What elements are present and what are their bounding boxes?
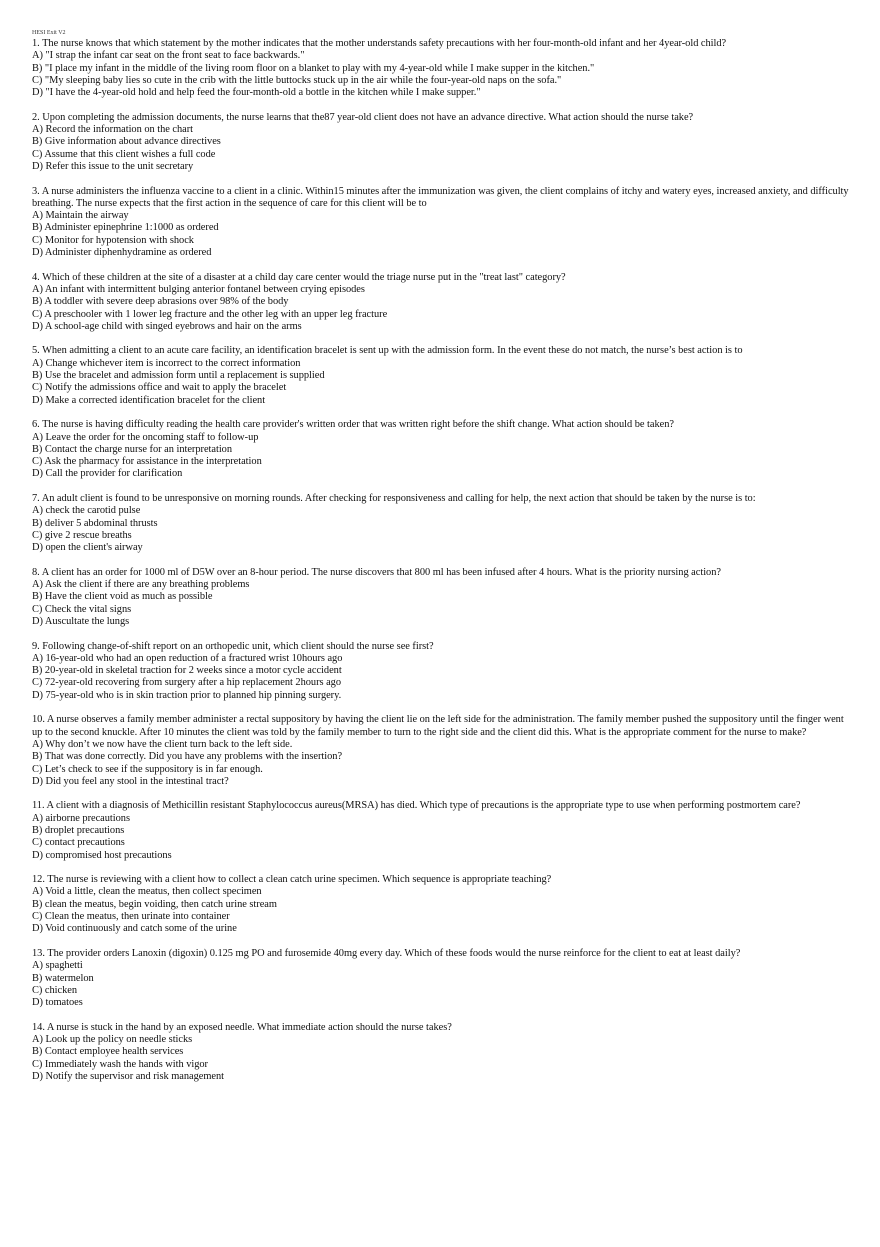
question-text: 14. A nurse is stuck in the hand by an exposed needle. What immediate action should the nurse takes? — [32, 1021, 452, 1033]
answer-option-d: D) A school-age child with singed eyebrows and hair on the arms — [32, 320, 302, 332]
answer-option-b: B) watermelon — [32, 972, 94, 984]
answer-option-b: B) A toddler with severe deep abrasions over 98% of the body — [32, 296, 289, 308]
document-page — [32, 30, 852, 1083]
question-8 — [32, 567, 852, 628]
answer-option-c: C) contact precautions — [32, 837, 125, 849]
answer-option-b: B) Contact employee health services — [32, 1046, 184, 1058]
answer-option-b: B) Contact the charge nurse for an interpretation — [32, 443, 233, 455]
answer-option-a: A) check the carotid pulse — [32, 505, 141, 517]
answer-option-d: D) Did you feel any stool in the intestinal tract? — [32, 775, 229, 787]
question-11 — [32, 800, 852, 861]
question-text: 11. A client with a diagnosis of Methicillin resistant Staphylococcus aureus(MRSA) has died. Which type of precautions is the appropriate type to use when performing postmortem care? — [32, 800, 801, 812]
answer-option-a: A) 16-year-old who had an open reduction of a fractured wrist 10hours ago — [32, 652, 343, 664]
answer-option-d: D) Void continuously and catch some of the urine — [32, 923, 237, 935]
answer-option-b: B) "I place my infant in the middle of the living room floor on a blanket to play with my 4-year-old while I make supper in the kitchen." — [32, 62, 595, 74]
answer-option-a: A) spaghetti — [32, 960, 83, 972]
answer-option-b: B) That was done correctly. Did you have any problems with the insertion? — [32, 751, 343, 763]
answer-option-b: B) clean the meatus, begin voiding, then catch urine stream — [32, 898, 277, 910]
answer-option-b: B) deliver 5 abdominal thrusts — [32, 517, 158, 529]
answer-option-c: C) Check the vital signs — [32, 603, 132, 615]
answer-option-d: D) open the client's airway — [32, 542, 143, 554]
answer-option-d: D) Auscultate the lungs — [32, 615, 130, 627]
answer-option-a: A) Ask the client if there are any breathing problems — [32, 579, 250, 591]
answer-option-a: A) Look up the policy on needle sticks — [32, 1034, 193, 1046]
document-header: HESI Exit V2 — [32, 30, 66, 36]
answer-option-c: C) Assume that this client wishes a full code — [32, 148, 216, 160]
question-5 — [32, 345, 852, 406]
answer-option-c: C) Immediately wash the hands with vigor — [32, 1058, 208, 1070]
answer-option-b: B) Use the bracelet and admission form until a replacement is supplied — [32, 370, 325, 382]
answer-option-a: A) An infant with intermittent bulging anterior fontanel between crying episodes — [32, 283, 365, 295]
answer-option-a: A) Leave the order for the oncoming staff to follow-up — [32, 431, 259, 443]
answer-option-a: A) Record the information on the chart — [32, 124, 194, 136]
answer-option-c: C) chicken — [32, 984, 77, 996]
question-text: 10. A nurse observes a family member administer a rectal suppository by having the client lie on the left side for the administration. The family member pushed the suppository until the finger went up to the second knuckle. After 10 minutes the client was told by the family member to turn to the right side and the client did this. What is the appropriate comment for the nurse to make? — [32, 714, 844, 738]
question-text: 7. An adult client is found to be unresponsive on morning rounds. After checking for responsiveness and calling for help, the next action that should be taken by the nurse is to: — [32, 492, 756, 504]
answer-option-d: D) Refer this issue to the unit secretary — [32, 160, 194, 172]
question-2 — [32, 112, 852, 173]
question-4 — [32, 272, 852, 333]
question-14 — [32, 1022, 852, 1083]
question-6 — [32, 419, 852, 480]
answer-option-c: C) Let’s check to see if the suppository is in far enough. — [32, 763, 263, 775]
answer-option-c: C) A preschooler with 1 lower leg fracture and the other leg with an upper leg fracture — [32, 308, 388, 320]
answer-option-c: C) give 2 rescue breaths — [32, 529, 132, 541]
answer-option-c: C) "My sleeping baby lies so cute in the crib with the little buttocks stuck up in the air while the four-year-old naps on the sofa." — [32, 74, 562, 86]
question-text: 3. A nurse administers the influenza vaccine to a client in a clinic. Within15 minutes after the immunization was given, the client complains of itchy and watery eyes, increased anxiety, and difficulty breathing. The nurse expects that the first action in the sequence of care for this client will be to — [32, 185, 849, 209]
answer-option-c: C) Notify the admissions office and wait to apply the bracelet — [32, 382, 287, 394]
answer-option-a: A) "I strap the infant car seat on the front seat to face backwards." — [32, 50, 305, 62]
question-1 — [32, 38, 852, 99]
question-list — [32, 38, 852, 1083]
answer-option-c: C) Ask the pharmacy for assistance in the interpretation — [32, 456, 262, 468]
answer-option-d: D) Make a corrected identification bracelet for the client — [32, 394, 266, 406]
answer-option-b: B) 20-year-old in skeletal traction for 2 weeks since a motor cycle accident — [32, 665, 342, 677]
answer-option-a: A) Void a little, clean the meatus, then collect specimen — [32, 886, 262, 898]
answer-option-d: D) Call the provider for clarification — [32, 468, 183, 480]
answer-option-c: C) Clean the meatus, then urinate into container — [32, 911, 230, 923]
question-text: 9. Following change-of-shift report on an orthopedic unit, which client should the nurse see first? — [32, 640, 434, 652]
answer-option-a: A) airborne precautions — [32, 812, 130, 824]
question-text: 12. The nurse is reviewing with a client how to collect a clean catch urine specimen. Which sequence is appropriate teaching? — [32, 874, 552, 886]
answer-option-a: A) Change whichever item is incorrect to the correct information — [32, 357, 301, 369]
answer-option-b: B) Have the client void as much as possible — [32, 591, 213, 603]
question-text: 5. When admitting a client to an acute care facility, an identification bracelet is sent up with the admission form. In the event these do not match, the nurse’s best action is to — [32, 345, 743, 357]
answer-option-d: D) "I have the 4-year-old hold and help feed the four-month-old a bottle in the kitchen while I make supper." — [32, 87, 481, 99]
answer-option-b: B) Give information about advance directives — [32, 136, 221, 148]
answer-option-d: D) tomatoes — [32, 997, 83, 1009]
question-text: 6. The nurse is having difficulty reading the health care provider's written order that was written right before the shift change. What action should be taken? — [32, 419, 674, 431]
question-text: 1. The nurse knows that which statement by the mother indicates that the mother understands safety precautions with her four-month-old infant and her 4year-old child? — [32, 38, 727, 49]
answer-option-a: A) Why don’t we now have the client turn back to the left side. — [32, 738, 293, 750]
answer-option-d: D) compromised host precautions — [32, 849, 172, 861]
question-text: 4. Which of these children at the site of a disaster at a child day care center would the triage nurse put in the "treat last" category? — [32, 271, 566, 283]
answer-option-d: D) 75-year-old who is in skin traction prior to planned hip pinning surgery. — [32, 689, 342, 701]
answer-option-b: B) droplet precautions — [32, 825, 125, 836]
answer-option-c: C) 72-year-old recovering from surgery after a hip replacement 2hours ago — [32, 677, 342, 689]
answer-option-d: D) Notify the supervisor and risk management — [32, 1070, 225, 1082]
question-text: 13. The provider orders Lanoxin (digoxin) 0.125 mg PO and furosemide 40mg every day. Which of these foods would the nurse reinforce for the client to eat at least daily? — [32, 947, 741, 959]
question-text: 8. A client has an order for 1000 ml of D5W over an 8-hour period. The nurse discovers that 800 ml has been infused after 4 hours. What is the priority nursing action? — [32, 566, 721, 578]
answer-option-a: A) Maintain the airway — [32, 210, 129, 222]
answer-option-b: B) Administer epinephrine 1:1000 as ordered — [32, 222, 219, 234]
question-13 — [32, 948, 852, 1009]
answer-option-d: D) Administer diphenhydramine as ordered — [32, 247, 212, 259]
question-9 — [32, 641, 852, 702]
question-12 — [32, 874, 852, 935]
question-text: 2. Upon completing the admission documents, the nurse learns that the87 year-old client does not have an advance directive. What action should the nurse take? — [32, 111, 694, 123]
question-10 — [32, 714, 852, 788]
question-7 — [32, 493, 852, 554]
question-3 — [32, 186, 852, 260]
answer-option-c: C) Monitor for hypotension with shock — [32, 234, 194, 246]
